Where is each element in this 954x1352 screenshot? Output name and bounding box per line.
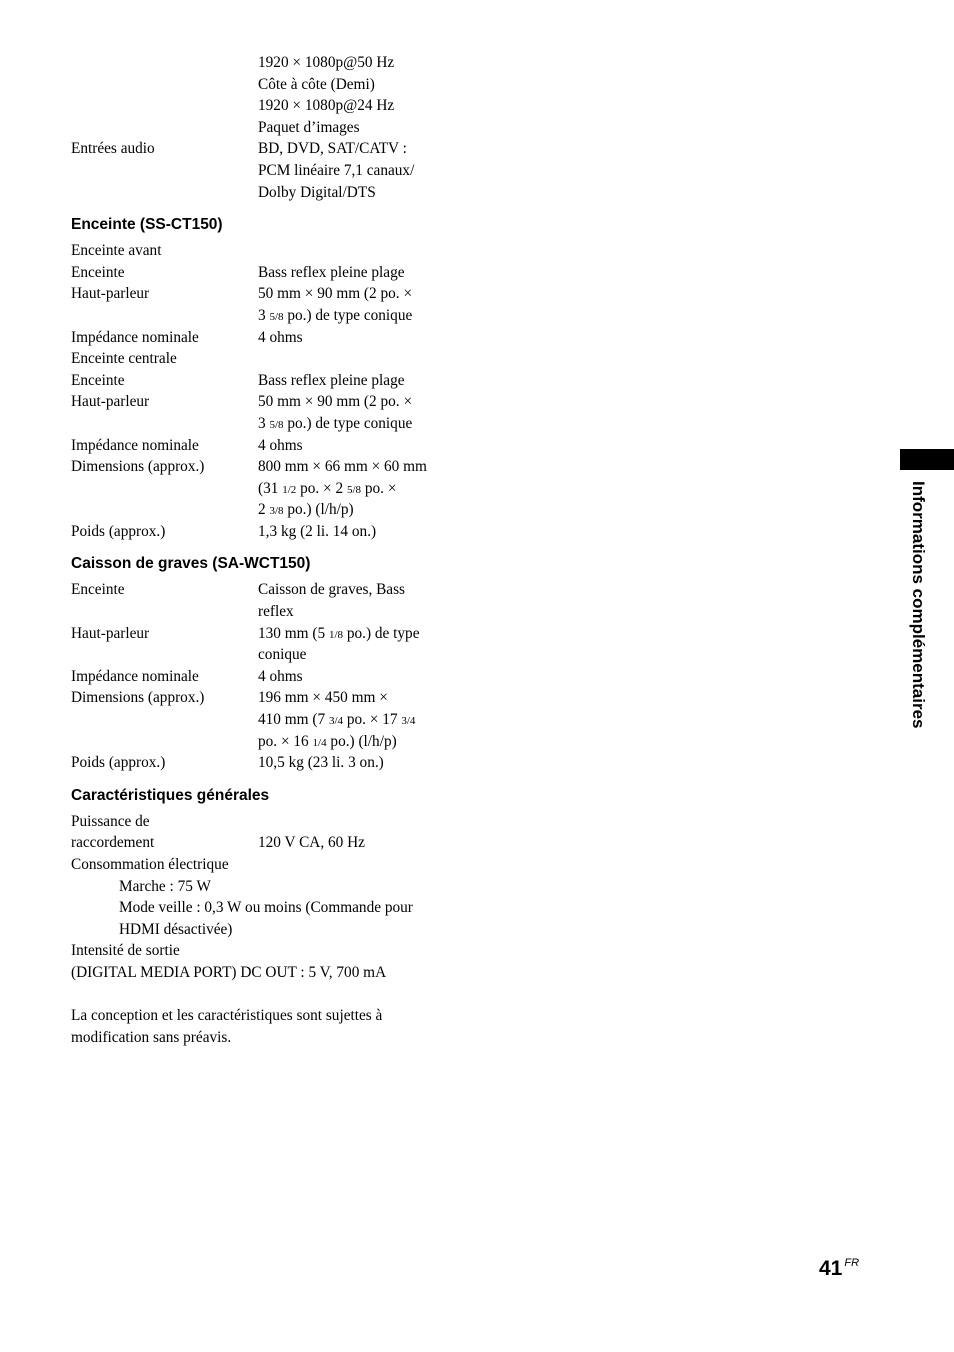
spec-value: 1920 × 1080p@24 Hz (258, 97, 395, 115)
spec-value: Bass reflex pleine plage (258, 263, 405, 281)
spec-row (71, 811, 451, 833)
note-line (71, 1005, 451, 1027)
spec-value: 800 mm × 66 mm × 60 mm (258, 458, 427, 476)
fraction: 5/8 (269, 310, 284, 323)
spec-value-part: po.) de type (343, 624, 420, 642)
spec-row (71, 283, 451, 305)
spec-row (71, 897, 451, 919)
spec-value: 196 mm × 450 mm × (258, 689, 388, 707)
spec-value: 1920 × 1080p@50 Hz (258, 54, 395, 71)
spec-row (71, 413, 451, 435)
spec-row (71, 666, 451, 688)
spec-label: Haut-parleur (71, 285, 150, 303)
spec-label: Dimensions (approx.) (71, 689, 205, 707)
spec-row (71, 138, 451, 160)
section-tab-label: Informations complémentaires (909, 481, 928, 729)
spec-label: Intensité de sortie (71, 942, 180, 960)
spec-label: Impédance nominale (71, 328, 199, 346)
spec-value (258, 731, 397, 755)
spec-value-part: po.) de type conique (283, 306, 413, 324)
spec-row (71, 623, 451, 645)
spec-value-part: po. × 2 (296, 479, 347, 497)
spec-value: 50 mm × 90 mm (2 po. × (258, 393, 413, 411)
spec-label: Enceinte (71, 581, 125, 599)
page-language-suffix: FR (844, 1257, 860, 1269)
spec-value: 10,5 kg (23 li. 3 on.) (258, 754, 384, 772)
spec-row (71, 919, 451, 941)
spec-value: BD, DVD, SAT/CATV : (258, 140, 407, 158)
spec-label: Impédance nominale (71, 667, 199, 685)
page-number-value: 41 (819, 1257, 843, 1280)
spec-label: Enceinte centrale (71, 350, 177, 368)
spec-row (71, 601, 451, 623)
spec-value (258, 499, 354, 523)
spec-row (71, 709, 451, 731)
spec-label: Entrées audio (71, 140, 155, 158)
spec-label: Poids (approx.) (71, 522, 166, 540)
spec-label: Enceinte avant (71, 242, 162, 260)
spec-value: Caisson de graves, Bass (258, 581, 406, 599)
general-spec-list (71, 811, 451, 1049)
spec-row (71, 478, 451, 500)
spec-value: reflex (258, 603, 294, 621)
spec-value: Marche : 75 W (119, 877, 211, 895)
spec-row (71, 117, 451, 139)
spec-row (71, 370, 451, 392)
spec-value (258, 623, 420, 647)
spec-value (258, 478, 396, 502)
fraction: 3/4 (401, 715, 416, 728)
spec-row (71, 962, 451, 984)
spec-row (71, 644, 451, 666)
spec-value-part: po.) (l/h/p) (283, 501, 354, 519)
audio-inputs-spec (71, 52, 451, 203)
spec-row (71, 456, 451, 478)
spec-value: Dolby Digital/DTS (258, 183, 376, 201)
spec-label: Puissance de (71, 812, 150, 830)
spec-row (71, 499, 451, 521)
spec-column (71, 52, 451, 1048)
spec-value: 4 ohms (258, 667, 303, 685)
spec-row (71, 95, 451, 117)
spec-label: Consommation électrique (71, 856, 229, 873)
spec-value: Paquet d’images (258, 118, 360, 136)
fraction: 3/8 (269, 505, 284, 518)
speaker-heading: Enceinte (SS-CT150) (71, 216, 223, 234)
spec-row (71, 391, 451, 413)
spec-label: Haut-parleur (71, 393, 150, 411)
note-text: La conception et les caractéristiques sont sujettes à (71, 1007, 383, 1025)
spec-value-part: po. × (361, 479, 397, 497)
spec-row (71, 876, 451, 898)
note-text: modification sans préavis. (71, 1028, 232, 1046)
spec-value: (DIGITAL MEDIA PORT) DC OUT : 5 V, 700 mA (71, 963, 387, 981)
fraction: 5/8 (269, 418, 284, 431)
spec-value-part: 3 (258, 414, 270, 432)
spec-value: HDMI désactivée) (119, 920, 233, 938)
spec-value: 50 mm × 90 mm (2 po. × (258, 285, 413, 303)
fraction: 5/8 (346, 483, 362, 496)
fraction: 3/4 (328, 715, 344, 728)
spec-value: Bass reflex pleine plage (258, 371, 405, 389)
fraction: 1/8 (328, 628, 344, 641)
spec-value (258, 305, 412, 329)
spec-value-part: 410 mm (7 (258, 711, 329, 729)
spec-row (71, 521, 451, 543)
spec-label: Enceinte (71, 371, 125, 389)
spec-label: Impédance nominale (71, 436, 199, 454)
spec-value: 120 V CA, 60 Hz (258, 834, 365, 852)
spec-value-part: 130 mm (5 (258, 624, 329, 642)
spec-row (71, 579, 451, 601)
spec-row (71, 435, 451, 457)
spec-value-part: po. × 17 (343, 711, 402, 729)
spec-row (71, 52, 451, 74)
spec-row (71, 687, 451, 709)
spec-row (71, 752, 451, 774)
spec-value-part: po.) de type conique (283, 414, 413, 432)
spec-value: 4 ohms (258, 436, 303, 454)
spec-value-part: po.) (l/h/p) (326, 732, 397, 750)
subwoofer-spec-list (71, 579, 451, 773)
spec-value: PCM linéaire 7,1 canaux/ (258, 161, 415, 179)
spec-row (71, 940, 451, 962)
spec-value: Mode veille : 0,3 W ou moins (Commande pour (119, 899, 413, 917)
spec-value (258, 413, 412, 437)
spec-label: raccordement (71, 834, 155, 852)
spec-row (71, 832, 451, 854)
fraction: 1/2 (282, 483, 297, 496)
fraction: 1/4 (312, 736, 327, 749)
spec-row (71, 305, 451, 327)
spec-value-part: 3 (258, 306, 270, 324)
spec-value: 1,3 kg (2 li. 14 on.) (258, 522, 377, 540)
spec-row (71, 327, 451, 349)
spec-row (71, 160, 451, 182)
spec-label: Poids (approx.) (71, 754, 166, 772)
spec-row (71, 262, 451, 284)
spec-row (71, 348, 451, 370)
spec-value (258, 709, 415, 733)
spec-row (71, 182, 451, 204)
spec-row (71, 74, 451, 96)
spec-label: Haut-parleur (71, 624, 150, 642)
spec-label: Enceinte (71, 263, 125, 281)
spec-value-part: 2 (258, 501, 270, 519)
spec-label: Dimensions (approx.) (71, 458, 205, 476)
spec-value: conique (258, 646, 307, 664)
spec-value: 4 ohms (258, 328, 303, 346)
page-number (819, 1257, 859, 1281)
subwoofer-heading: Caisson de graves (SA-WCT150) (71, 555, 311, 573)
general-heading: Caractéristiques générales (71, 786, 270, 804)
speaker-spec-list (71, 240, 451, 542)
spec-value: Côte à côte (Demi) (258, 75, 375, 93)
spec-value-part: po. × 16 (258, 732, 313, 750)
section-tab-marker (900, 449, 954, 470)
spec-row (71, 854, 451, 876)
spec-row (71, 731, 451, 753)
spec-row (71, 240, 451, 262)
spec-value-part: (31 (258, 479, 283, 497)
note-line (71, 1027, 451, 1049)
